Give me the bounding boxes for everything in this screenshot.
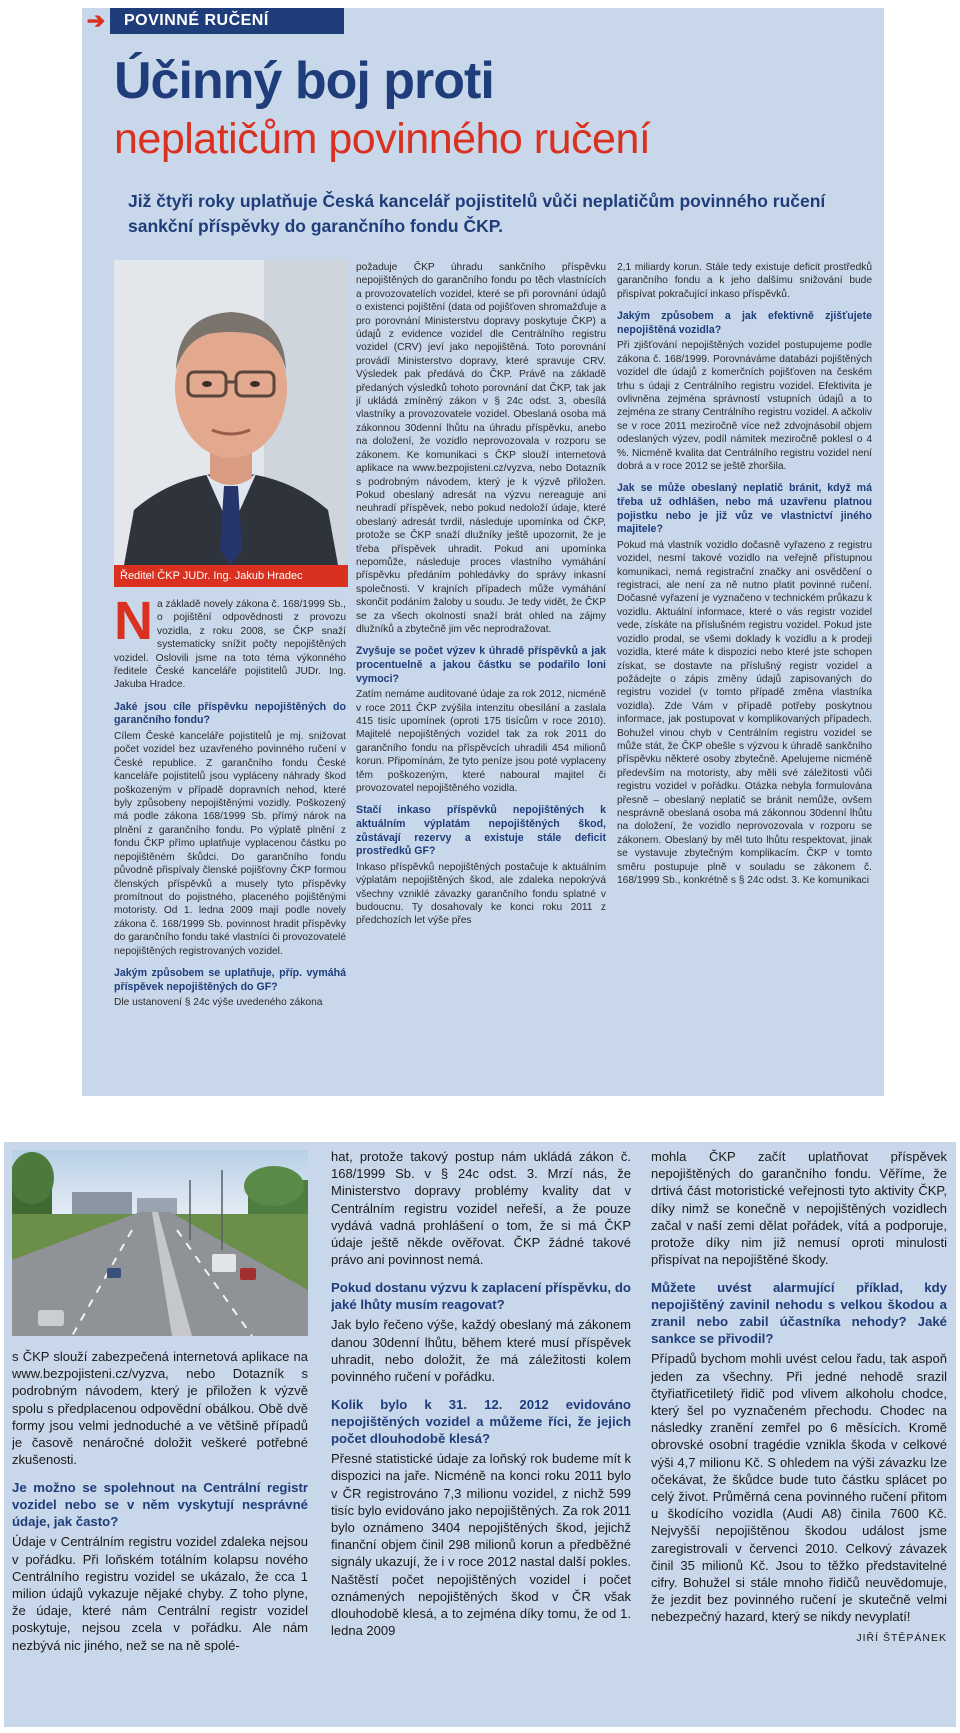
question-3: Zvyšuje se počet výzev k úhradě příspěvků a jak procentuelně a jakou částku se podařilo loni vymoci? <box>356 645 606 685</box>
rubric-label: POVINNÉ RUČENÍ <box>110 8 344 34</box>
right-arrow-icon: ➔ <box>86 8 106 33</box>
answer-4: Inkaso příspěvků nepojištěných postačuje k aktuálním výplatám nepojištěných škod, ale zdaleka nepokrývá všechny vzniklé závazky garančního fondu splatné v budoucnu. Ty dosahovaly ke konci roku 2011 z předchozích let výše přes <box>356 861 606 927</box>
question-1: Jaké jsou cíle příspěvku nepojištěných do garančního fondu? <box>114 700 346 727</box>
question-4: Stačí inkaso příspěvků nepojištěných k aktuálním výplatám nepojištěných škod, zůstávají rezervy a existuje stále deficit prostředků GF? <box>356 804 606 858</box>
article-column-1 <box>114 598 346 1094</box>
question-9: Kolik bylo k 31. 12. 2012 evidováno nepojištěných vozidel a můžeme říci, že jejich počet dlouhodobě klesá? <box>331 1397 631 1447</box>
article-column-3 <box>617 261 872 1094</box>
answer-6: Pokud má vlastník vozidlo dočasně vyřazeno z registru vozidel, nesmí takové vozidlo na veřejně přístupnou komunikaci, nemá registrační značky ani osvědčení o registraci, ale není za ně nutno platit povinné ručení. Dočasné vyřazení je vyznačeno v technickém průkazu k vozidlu. Aktuální informace, které o vás registr vozidel vede, získáte na příslušném registru vozidel. Pokud jste vozidlo prodal, se všemi doklady k vozidlu a k prodeji vozidla, které máte k dispozici nebo které jste schopen získat, se dostavte na příslušný registr vozidel a požádejte o zápis změny údajů zapisovaných do registru vozidel (v tomto případě změna vlastníka vozidla). Zde Vám v případě potřeby poskytnou informace, jak postupovat v komplikovaných případech. Bohužel vinou chyb v Centrálním registru vozidel se může stát, že ČKP obešle s výzvou k úhradě sankčního příspěvku některé osoby zbytečně. Apelujeme nicméně především na motoristy, aby měli své záležitosti vůči registru vozidel v pořádku. Otázka nebyla formulována přesně – obeslaný neplatič se bránit nemůže, ovšem nesprávně obeslaná osoba má zákonnou 30denní lhůtu na doložení, že vozidlo neprovozovala v rozporu se zákonem. Obeslaný by měl tuto lhůtu respektovat, jinak se vystavuje zbytečným komplikacím. ČKP v tomto směru postupuje plně v souladu se zákonem č. 168/1999 Sb., konkrétně s § 24c odst. 3. Ke komunikaci <box>617 539 872 886</box>
article-perex: Již čtyři roky uplatňuje Česká kancelář pojistitelů vůči neplatičům povinného ručení sankční příspěvky do garančního fondu ČKP. <box>128 191 826 236</box>
bottom-column-3 <box>651 1148 947 1720</box>
answer-3: Zatím nemáme auditované údaje za rok 2012, nicméně v roce 2011 ČKP zvýšila intenzitu obesílání a zaslala 415 tisíc upomínek (oproti 175 tisícům v roce 2010). Majitelé nepojištěných vozidel tak za rok 2011 do garančního fondu na příspěvcích uhradili 454 milionů korun. Připomínám, že tyto peníze jsou poté vyplaceny těm poškozeným, které naboural majitel či provozovatel nepojištěného vozidla. <box>356 689 606 794</box>
answer-6-continued: s ČKP slouží zabezpečená internetová aplikace na www.bezpojisteni.cz/vyzva, nebo Dotazník s podrobným návodem, který je přiložen k výzvě spolu s předplacenou odpovědní obálkou. Obě dvě formy jsou velmi jednoduché a ve většině případů je časově nenáročné doložit veškeré potřebné zkušenosti. <box>12 1349 308 1468</box>
headline-line-1: Účinný boj proti <box>114 52 494 110</box>
answer-9-continued: mohla ČKP začít uplatňovat příspěvek nepojištěných do garančního fondu. Věříme, že drtivá část motoristické veřejnosti tyto aktivity ČKP, díky nimž se konečně v nepojištěných vozidlech začal v naší zemi dělat pořádek, vítá a podporuje, protože díky nim již nemusí oproti minulosti přispívat na nepojištěné škody. <box>651 1149 947 1268</box>
answer-7-continued: hat, protože takový postup nám ukládá zákon č. 168/1999 Sb. v § 24c odst. 3. Mrzí nás, že Ministerstvo dopravy problémy kvality dat v Centrálním registru vozidel neřeší, a že pouze vydává vadná prohlášení o tom, že si má ČKP údaje ještě někde ověřovat. ČKP žádné takové právo ani povinnost nemá. <box>331 1149 631 1268</box>
author-signature: JIŘÍ ŠTĚPÁNEK <box>856 1631 947 1644</box>
answer-5: Při zjišťování nepojištěných vozidel postupujeme podle zákona č. 168/1999. Porovnáváme databázi pojištěných vozidel dle údajů z komerčních pojišťoven na českém trhu s údaji z Centrálního registru vozidel. Efektivita je ovlivněna zejména správností vstupních údajů a to zejména ze strany Centrálního registru vozidel. A ačkoliv se v roce 2011 meziročně více než zdvojnásobil objem odeslaných výzev, podíl námitek meziročně poklesl o 4 %. Nicméně kvalita dat Centrálního registru vozidel není dobrá a v roce 2012 se ještě zhoršila. <box>617 340 872 473</box>
article-top-panel <box>82 8 884 1096</box>
article-column-2 <box>356 261 606 1094</box>
bottom-column-1 <box>12 1348 308 1720</box>
answer-2-continued: požaduje ČKP úhradu sankčního příspěvku nepojištěných do garančního fondu po těch vlastnících a provozovatelích vozidel, které se při porovnání údajů o existenci pojištění (data od pojišťoven shromažďuje a pro porovnání Ministerstvu dopravy poskytuje ČKP) a údajů z evidence vozidel dle Centrálního registru vozidel (CRV) jeví jako nepojištěná. Toto porovnání provádí Ministerstvo dopravy, které spravuje CRV. Výsledek pak předává do ČKP. Právě na základě předaných výsledků tohoto porovnání dat ČKP, tak jak jí ukládá zmíněný zákon v § 24c odst. 3, obesílá vlastníky a provozovatele vozidel. Obeslaná osoba má zákonnou 30denní lhůtu na úhradu příspěvku, anebo na doložení, že vozidlo neprovozovala v rozporu se zákonem. Ke komunikaci s ČKP slouží internetová aplikace na www.bezpojisteni.cz/vyzva, nebo Dotazník s podrobným návodem, který je k výzvě přiložen. Pokud obeslaný adresát na výzvu nereaguje ani neuhradí příspěvek, nebo pokud nedoloží údaje, které obeslaný adresát tvrdil, následuje upomínka od ČKP, protože se ČKP snaží dlužníky ještě upozornit, že je třeba příspěvek uhradit. Pokud ani upomínka nepomůže, následuje proces vlastního vymáhání příspěvku předáním pohledávky do správy inkasní společnosti. V krajních případech může vymáhání skončit podáním žaloby u soudu. Je tedy vidět, že ČKP se za všech okolností snaží brát ohled na zájmy dlužníků a zbytečně jim věc neprodražovat. <box>356 262 606 635</box>
question-2: Jakým způsobem se uplatňuje, příp. vymáhá příspěvek nepojištěných do GF? <box>114 966 346 993</box>
rubric-bar <box>82 8 344 34</box>
question-8: Pokud dostanu výzvu k zaplacení příspěvku, do jaké lhůty musím reagovat? <box>331 1280 631 1313</box>
answer-4-continued: 2,1 miliardy korun. Stále tedy existuje deficit prostředků garančního fondu a k jeho dalšímu snižování bude přispívat pokračující inkaso příspěvků. <box>617 262 872 300</box>
highway-photo <box>12 1150 308 1336</box>
highway-illustration <box>12 1150 308 1336</box>
portrait-illustration <box>114 260 348 565</box>
answer-1: Cílem České kanceláře pojistitelů je mj. snižovat počet vozidel bez uzavřeného povinného ručení v České republice. Z garančního fondu České kanceláře pojistitelů jsou vypláceny náhrady škod poškozeným v případě dopravních nehod, které byly způsobeny nepojištěnými vozidly. Poškozený má podle zákona 168/1999 Sb. přímý nárok na plnění z garančního fondu. Po výplatě plnění z fondu ČKP přímo uplatňuje vyplacenou částku po nepojištěném škůdci. Do garančního fondu původně přispívaly členské pojišťovny ČKP formou členských příspěvků a musely tyto příspěvky promítnout do pojistného, placeného pojištěnými motoristy. Od 1. ledna 2009 mají podle novely zákona č. 168/1999 Sb. povinnost hradit příspěvky do garančního fondu také vlastníci či provozovatelé nepojištěných registrovaných vozidel. <box>114 731 346 957</box>
answer-10: Případů bychom mohli uvést celou řadu, tak aspoň jeden za všechny. Při jedné nehodě srazil čtyřiatřicetiletý řidič pod vlivem alkoholu chodce, který šel po vyznačeném přechodu. Chodec na následky zranění zemřel po 6 měsících. Kromě obrovské osobní tragédie vznikla škoda v celkové výši 4,7 milionu Kč. S ohledem na výši závazku lze očekávat, že škůdce bude tuto částku splácet po celý život. Průměrná cena povinného ručení přitom u škodícího vozidla (Audi A8) činila 7600 Kč. Nejvyšší nepojištěnou škodou událost jsme zaregistrovali v červenci 2010. Celkový závazek činil 35 milionů Kč. Jsou to těžko představitelné cifry. Bohužel si stále mnoho řidičů neuvědomuje, že jezdit bez povinného ručení je skutečně velmi nebezpečný hazard, který se nikdy nevyplatí! <box>651 1351 947 1625</box>
answer-8: Jak bylo řečeno výše, každý obeslaný má zákonem danou 30denní lhůtu, během které musí příspěvek uhradit, nebo doložit, že má záležitosti kolem povinného ručení v pořádku. <box>331 1317 631 1385</box>
intro-text: a základě novely zákona č. 168/1999 Sb., o pojištění odpovědnosti z provozu vozidla, z roku 2008, se ČKP snaží systematicky snížit počty nepojištěných vozidel. Oslovili jsme na toto téma výkonného ředitele České kanceláře pojistitelů JUDr. Ing. Jakuba Hradce. <box>114 599 346 691</box>
photo-caption: Ředitel ČKP JUDr. Ing. Jakub Hradec <box>114 565 348 587</box>
article-bottom-panel <box>4 1142 956 1727</box>
portrait-photo <box>114 260 348 565</box>
drop-cap: N <box>114 598 153 651</box>
answer-2: Dle ustanovení § 24c výše uvedeného zákona <box>114 997 323 1009</box>
headline-line-2: neplatičům povinného ručení <box>114 115 651 163</box>
question-10: Můžete uvést alarmující příklad, kdy nepojištěný zavinil nehodu s velkou škodou a zranil nebo zabil účastníka nehody? Jaké sankce se přivodil? <box>651 1280 947 1347</box>
answer-7: Údaje v Centrálním registru vozidel zdaleka nejsou v pořádku. Při loňském totálním kolapsu nového Centrálního registru vozidel se ukázalo, že cca 1 milion údajů vykazuje nějaké chyby. Z toho plyne, že údaje, které nám Centrální registr vozidel poskytuje, nejsou zcela v pořádku. Ale nám nezbývá nic jiného, než se na ně spolé- <box>12 1534 308 1653</box>
bottom-column-2 <box>331 1148 631 1720</box>
question-7: Je možno se spolehnout na Centrální registr vozidel nebo se v něm vyskytují nesprávné údaje, jak často? <box>12 1480 308 1530</box>
intro-paragraph <box>114 598 346 692</box>
question-6: Jak se může obeslaný neplatič bránit, když má třeba už odhlášen, nebo má uzavřenu platnou pojistku nebo je již vůz ve vlastnictví jiného majitele? <box>617 482 872 536</box>
answer-9: Přesné statistické údaje za loňský rok budeme mít k dispozici na jaře. Nicméně na konci roku 2011 bylo v ČR registrováno 7,3 milionu vozidel, z nichž 599 tisíc bylo evidováno jako nepojištěných. Za rok 2011 bylo oznámeno 3404 nepojištěných škod, jejichž finanční objem činil 298 milionů korun a předběžné signály ukazují, že i v roce 2012 nastal další pokles. Naštěstí počet nepojištěných vozidel i počet oznámených nepojištěných škod v ČR však dlouhodobě klesá, a to zejména díky tomu, že od 1. ledna 2009 <box>331 1451 631 1639</box>
question-5: Jakým způsobem a jak efektivně zjišťujete nepojištěná vozidla? <box>617 310 872 336</box>
